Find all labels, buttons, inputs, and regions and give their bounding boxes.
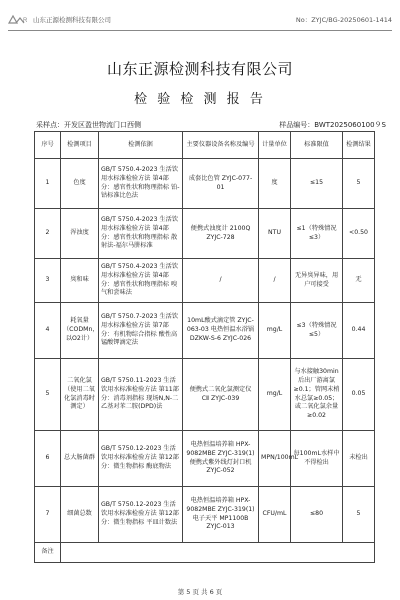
- row-index: 2: [35, 209, 61, 259]
- row-equipment: 电热恒温培养箱 HPX-9082MBE ZYJC-319(1) 电子天平 MP1100B ZYJC-013: [183, 487, 259, 543]
- row-method: GB/T 5750.11-2023 生活饮用水标准检验方法 第11部分：消毒剂指标 现场N,N-二乙基对苯二胺(DPD)法: [99, 359, 183, 431]
- row-limit: ≤3（特殊情况≤5）: [291, 303, 343, 359]
- row-result: <0.50: [343, 209, 375, 259]
- row-unit: CFU/mL: [259, 487, 291, 543]
- row-equipment: 电热恒温培养箱 HPX-9082MBE ZYJC-319(1) 便携式紫外线灯封口机 ZYJC-052: [183, 431, 259, 487]
- row-limit: 与水接触30min后出厂游离氯≥0.1；管网末梢水总氯≥0.05；或二氧化氯余量≥0.02: [291, 359, 343, 431]
- table-row: [35, 259, 375, 303]
- row-index: 3: [35, 259, 61, 303]
- col-header-result: 检测结果: [343, 132, 375, 159]
- table-row: [35, 359, 375, 431]
- col-header-method: 检测依据: [99, 132, 183, 159]
- row-item: 二氧化氯（使用二氧化氯消毒时测定）: [61, 359, 99, 431]
- remarks-row: [35, 543, 375, 563]
- row-method: GB/T 5750.4-2023 生活饮用水标准检验方法 第4部分：感官性状和物理指标 嗅气和尝味法: [99, 259, 183, 303]
- svg-text:R: R: [23, 17, 28, 24]
- row-item: 总大肠菌群: [61, 431, 99, 487]
- row-result: 0.44: [343, 303, 375, 359]
- col-header-limit: 标准限值: [291, 132, 343, 159]
- row-result: 无: [343, 259, 375, 303]
- row-item: 臭和味: [61, 259, 99, 303]
- sample-number: 样品编号：BWT2025060100９S: [279, 121, 386, 129]
- sampling-point: 采样点：开发区盈世物流门口西侧: [36, 121, 141, 129]
- row-unit: NTU: [259, 209, 291, 259]
- remarks-content: [61, 543, 375, 563]
- row-result: 未检出: [343, 431, 375, 487]
- table-row: [35, 209, 375, 259]
- table-row: [35, 159, 375, 209]
- row-equipment: 成套比色管 ZYJC-077-01: [183, 159, 259, 209]
- row-method: GB/T 5750.7-2023 生活饮用水标准检验方法 第7部分：有机物综合指标 酸性高锰酸钾滴定法: [99, 303, 183, 359]
- row-method: GB/T 5750.4-2023 生活饮用水标准检验方法 第4部分：感官性状和物理指标 铂-钴标准比色法: [99, 159, 183, 209]
- row-index: 7: [35, 487, 61, 543]
- table-header-row: [35, 132, 375, 159]
- row-unit: mg/L: [259, 303, 291, 359]
- row-limit: 每100mL水样中不得检出: [291, 431, 343, 487]
- report-company-title: 山东正源检测科技有限公司: [106, 60, 293, 78]
- row-index: 6: [35, 431, 61, 487]
- row-item: 细菌总数: [61, 487, 99, 543]
- row-unit: mg/L: [259, 359, 291, 431]
- row-limit: ≤1（特殊情况≤3）: [291, 209, 343, 259]
- row-unit: MPN/100mL: [259, 431, 291, 487]
- row-method: GB/T 5750.4-2023 生活饮用水标准检验方法 第4部分：感官性状和物理指标 散射法-福尔马肼标准: [99, 209, 183, 259]
- row-equipment: 便携式二氧化氯测定仪 CⅡ ZYJC-039: [183, 359, 259, 431]
- report-subtitle: 检 验 检 测 报 告: [134, 92, 266, 107]
- row-item: 色度: [61, 159, 99, 209]
- remarks-label: 备注: [35, 543, 61, 563]
- row-limit: ≤15: [291, 159, 343, 209]
- header-company-name: 山东正源检测科技有限公司: [33, 15, 111, 24]
- company-logo-icon: [8, 14, 30, 25]
- col-header-unit: 计量单位: [259, 132, 291, 159]
- row-result: 0.05: [343, 359, 375, 431]
- col-header-equipment: 主要仪器设备名称及编号: [183, 132, 259, 159]
- row-result: 5: [343, 487, 375, 543]
- row-index: 5: [35, 359, 61, 431]
- row-result: 5: [343, 159, 375, 209]
- page-footer: 第 5 页 共 6 页: [177, 588, 223, 596]
- row-method: GB/T 5750.12-2023 生活饮用水标准检验方法 第12部分：微生物指标 酶底物法: [99, 431, 183, 487]
- table-row: [35, 431, 375, 487]
- row-limit: ≤80: [291, 487, 343, 543]
- header-left: [8, 14, 111, 25]
- row-limit: 无异臭异味，用户可接受: [291, 259, 343, 303]
- row-unit: 度: [259, 159, 291, 209]
- row-equipment: /: [183, 259, 259, 303]
- row-index: 1: [35, 159, 61, 209]
- sample-meta: [36, 120, 386, 130]
- row-item: 浑浊度: [61, 209, 99, 259]
- row-method: GB/T 5750.12-2023 生活饮用水标准检验方法 第12部分：微生物指标 平皿计数法: [99, 487, 183, 543]
- report-number: No：ZYJC/BG-20250601-1414: [295, 15, 392, 24]
- page-header: [8, 8, 392, 31]
- col-header-item: 检测项目: [61, 132, 99, 159]
- row-index: 4: [35, 303, 61, 359]
- row-item: 耗氧量（CODMn，以O2计）: [61, 303, 99, 359]
- row-unit: /: [259, 259, 291, 303]
- row-equipment: 10mL酸式滴定管 ZYJC-063-03 电热恒温水浴锅 DZKW-S-6 ZYJC-026: [183, 303, 259, 359]
- results-table: [34, 131, 375, 563]
- table-row: [35, 487, 375, 543]
- row-equipment: 便携式浊度计 2100Q ZYJC-728: [183, 209, 259, 259]
- col-header-index: 序号: [35, 132, 61, 159]
- table-row: [35, 303, 375, 359]
